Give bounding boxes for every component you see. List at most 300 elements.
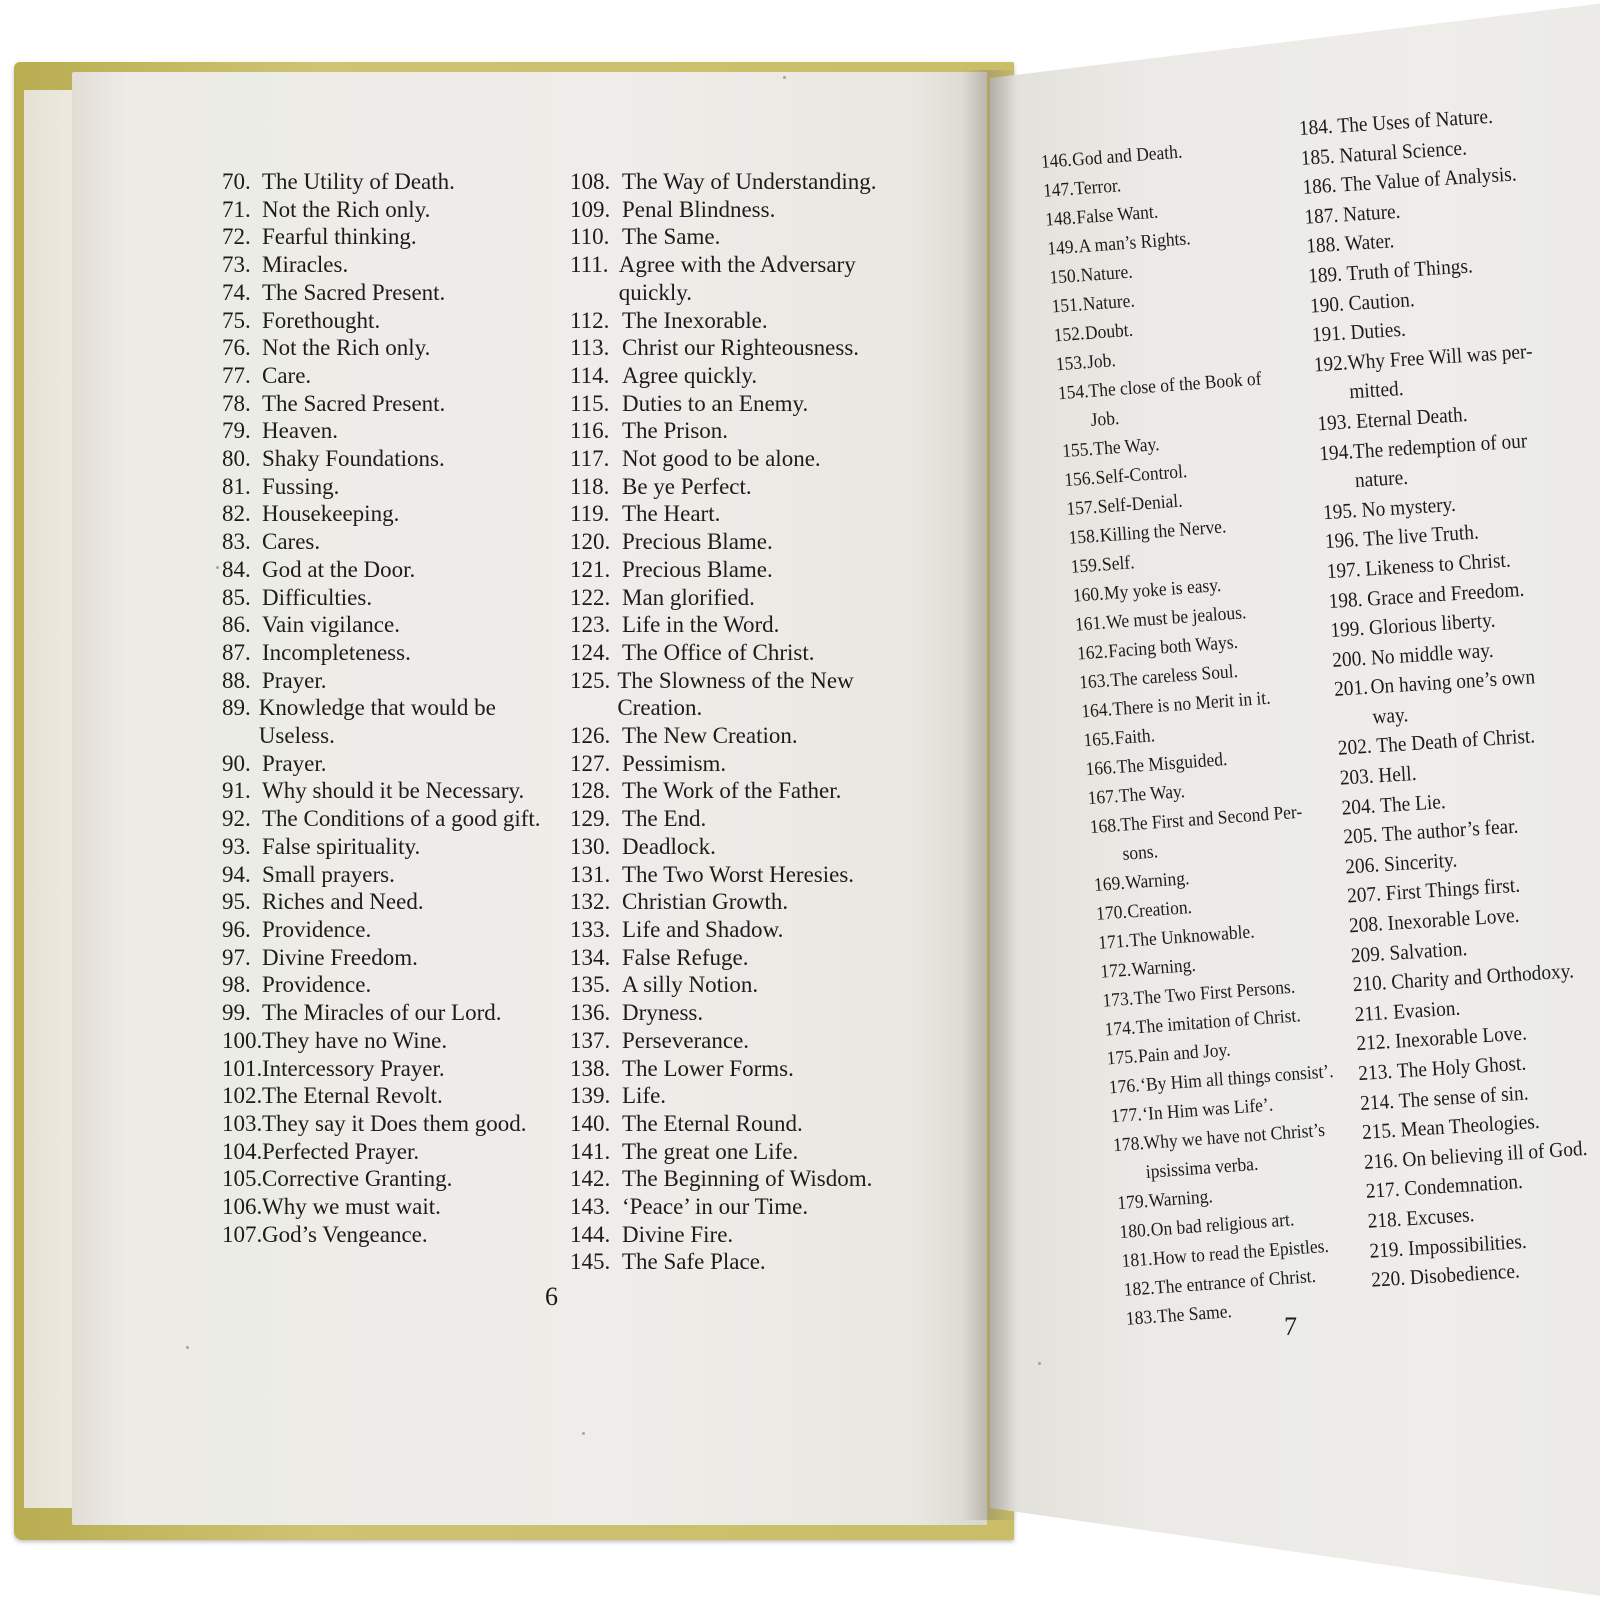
contents-entry	[222, 916, 552, 944]
entry-title: Eternal Death.	[1355, 401, 1469, 433]
entry-number: 202.	[1337, 734, 1373, 761]
entry-title: Life.	[622, 1083, 667, 1109]
contents-entry	[222, 307, 552, 335]
entry-number: 116.	[570, 418, 610, 444]
entry-number: 99.	[222, 1000, 251, 1026]
entry-number: 80.	[222, 446, 251, 472]
entry-title: The Two First Persons.	[1133, 976, 1296, 1010]
paper-speck	[1038, 1362, 1041, 1365]
contents-entry	[570, 999, 915, 1027]
entry-title: Corrective Granting.	[262, 1166, 453, 1192]
entry-number: 117.	[570, 446, 610, 472]
paper-speck	[783, 76, 786, 79]
entry-title: The Eternal Revolt.	[262, 1083, 443, 1109]
entry-title: Forethought.	[262, 307, 381, 333]
contents-entry	[570, 861, 915, 889]
entry-title: Sincerity.	[1383, 847, 1458, 876]
entry-title: ‘By Him all things consist’.	[1139, 1061, 1335, 1097]
entry-number: 159.	[1070, 554, 1103, 578]
entry-number: 162.	[1076, 641, 1109, 665]
entry-number: 106.	[222, 1194, 263, 1220]
entry-title: The Misguided.	[1116, 748, 1229, 779]
contents-entry	[222, 1193, 552, 1221]
entry-title: Not good to be alone.	[622, 446, 821, 472]
entry-title: Perseverance.	[622, 1027, 750, 1053]
contents-entry	[570, 1027, 915, 1055]
entry-title: Natural Science.	[1338, 135, 1468, 168]
entry-title: The Safe Place.	[622, 1249, 766, 1275]
book-gutter	[962, 70, 1018, 1520]
entry-number: 187.	[1303, 202, 1339, 229]
entry-number: 219.	[1368, 1236, 1404, 1263]
entry-title: Self-Control.	[1094, 461, 1188, 489]
entry-title: The First and Second Per- sons.	[1119, 801, 1303, 865]
entry-title: False Want.	[1075, 201, 1159, 229]
contents-entry	[570, 556, 915, 584]
contents-entry	[570, 639, 915, 667]
entry-title: The redemption of our nature.	[1352, 427, 1528, 493]
entry-number: 94.	[222, 861, 251, 887]
entry-title: Agree with the Adversary quickly.	[618, 252, 856, 305]
entry-title: The Uses of Nature.	[1336, 103, 1494, 138]
entry-number: 134.	[570, 944, 611, 970]
entry-title: Grace and Freedom.	[1366, 576, 1525, 611]
contents-entry	[570, 584, 915, 612]
entry-number: 77.	[222, 362, 251, 388]
entry-title: The End.	[622, 806, 707, 832]
contents-entry	[222, 1055, 552, 1083]
entry-title: The Inexorable.	[622, 307, 768, 333]
contents-entry	[222, 805, 552, 833]
entry-title: God’s Vengeance.	[262, 1221, 428, 1247]
contents-entry	[570, 777, 915, 805]
entry-title: God and Death.	[1071, 141, 1183, 171]
entry-number: 105.	[222, 1166, 263, 1192]
contents-entry	[222, 1165, 552, 1193]
entry-number: 145.	[570, 1249, 611, 1275]
entry-title: Nature.	[1082, 290, 1136, 316]
contents-entry	[570, 251, 915, 306]
entry-title: Duties.	[1349, 316, 1407, 345]
entry-number: 156.	[1063, 467, 1096, 492]
entry-number: 131.	[570, 861, 611, 887]
contents-entry	[222, 390, 552, 418]
contents-entry	[570, 916, 915, 944]
entry-number: 172.	[1099, 959, 1132, 983]
entry-number: 180.	[1118, 1219, 1151, 1244]
entry-title: Inexorable Love.	[1394, 1020, 1528, 1054]
contents-entry	[222, 196, 552, 224]
entry-title: Evasion.	[1392, 995, 1461, 1024]
entry-title: The sense of sin.	[1398, 1080, 1530, 1113]
entry-title: The Value of Analysis.	[1340, 161, 1518, 197]
entry-title: The Conditions of a good gift.	[262, 806, 541, 832]
entry-title: Perfected Prayer.	[262, 1138, 420, 1164]
entry-number: 161.	[1074, 612, 1107, 636]
entry-title: God at the Door.	[262, 556, 416, 582]
contents-entry	[570, 417, 915, 445]
entry-number: 121.	[570, 556, 611, 582]
contents-entry	[222, 1138, 552, 1166]
entry-number: 143.	[570, 1194, 611, 1220]
entry-title: Prayer.	[262, 750, 327, 776]
entry-number: 135.	[570, 972, 611, 998]
entry-title: Providence.	[262, 972, 372, 998]
contents-entry	[570, 362, 915, 390]
contents-entry	[222, 417, 552, 445]
entry-title: Nature.	[1079, 261, 1134, 287]
entry-number: 210.	[1352, 970, 1388, 997]
contents-entry	[570, 944, 915, 972]
entry-number: 101.	[222, 1055, 263, 1081]
contents-entry	[222, 971, 552, 999]
entry-number: 79.	[222, 418, 251, 444]
entry-number: 151.	[1050, 294, 1083, 318]
contents-entry	[222, 1027, 552, 1055]
entry-number: 73.	[222, 252, 251, 278]
entry-number: 168.	[1089, 814, 1122, 839]
entry-number: 142.	[570, 1166, 611, 1192]
entry-number: 177.	[1110, 1104, 1143, 1128]
entry-number: 158.	[1067, 525, 1100, 549]
contents-entry	[222, 777, 552, 805]
entry-number: 72.	[222, 224, 251, 250]
entry-number: 110.	[570, 224, 610, 250]
entry-title: The Sacred Present.	[262, 390, 446, 416]
entry-number: 196.	[1324, 527, 1360, 554]
contents-entry	[570, 805, 915, 833]
entry-title: Pain and Joy.	[1137, 1039, 1232, 1068]
entry-number: 154.	[1057, 381, 1090, 405]
left-page-column-2	[570, 168, 915, 1276]
entry-number: 130.	[570, 833, 611, 859]
contents-entry	[570, 1221, 915, 1249]
entry-number: 204.	[1340, 793, 1377, 820]
entry-number: 175.	[1106, 1046, 1139, 1070]
entry-number: 104.	[222, 1138, 263, 1164]
entry-number: 176.	[1108, 1075, 1141, 1099]
entry-title: Job.	[1086, 350, 1117, 374]
entry-number: 170.	[1095, 901, 1128, 925]
entry-number: 198.	[1327, 586, 1364, 613]
entry-number: 181.	[1121, 1248, 1154, 1272]
right-page-number: 7	[1284, 1312, 1297, 1341]
entry-number: 160.	[1072, 583, 1105, 607]
entry-title: Be ye Perfect.	[622, 473, 752, 499]
entry-title: Precious Blame.	[622, 529, 773, 555]
entry-number: 188.	[1305, 232, 1341, 259]
entry-number: 166.	[1084, 757, 1117, 781]
entry-title: The Same.	[622, 224, 721, 250]
contents-entry	[222, 861, 552, 889]
entry-number: 111.	[570, 252, 609, 278]
entry-number: 164.	[1080, 699, 1113, 723]
entry-number: 78.	[222, 390, 251, 416]
entry-number: 152.	[1053, 323, 1086, 347]
entry-number: 173.	[1101, 988, 1134, 1012]
contents-entry	[570, 528, 915, 556]
entry-title: The imitation of Christ.	[1135, 1005, 1302, 1039]
entry-number: 140.	[570, 1110, 611, 1136]
entry-number: 136.	[570, 1000, 611, 1026]
entry-title: Nature.	[1342, 198, 1402, 227]
entry-title: The New Creation.	[622, 723, 798, 749]
entry-title: Providence.	[262, 916, 372, 942]
entry-number: 113.	[570, 335, 610, 361]
entry-number: 85.	[222, 584, 251, 610]
entry-title: Riches and Need.	[262, 889, 424, 915]
contents-entry	[222, 445, 552, 473]
entry-title: The close of the Book of Job.	[1087, 368, 1263, 431]
contents-entry	[570, 971, 915, 999]
contents-entry	[222, 667, 552, 695]
entry-number: 174.	[1104, 1017, 1137, 1041]
entry-title: The Way.	[1118, 781, 1186, 807]
entry-title: Agree quickly.	[622, 362, 758, 388]
entry-number: 149.	[1046, 236, 1079, 260]
contents-entry	[570, 334, 915, 362]
entry-title: Why we must wait.	[262, 1194, 441, 1220]
contents-entry	[570, 611, 915, 639]
contents-entry	[222, 473, 552, 501]
entry-title: Warning.	[1147, 1186, 1214, 1212]
entry-number: 132.	[570, 889, 611, 915]
contents-entry	[222, 584, 552, 612]
entry-number: 114.	[570, 362, 610, 388]
entry-number: 189.	[1307, 261, 1343, 288]
entry-title: The Lie.	[1379, 788, 1447, 817]
contents-entry	[570, 473, 915, 501]
contents-entry	[222, 556, 552, 584]
entry-number: 86.	[222, 612, 251, 638]
contents-entry	[570, 722, 915, 750]
entry-title: Water.	[1344, 228, 1395, 256]
contents-entry	[570, 168, 915, 196]
entry-title: They say it Does them good.	[262, 1110, 527, 1136]
entry-title: First Things first.	[1385, 873, 1521, 906]
entry-title: The entrance of Christ.	[1154, 1265, 1317, 1299]
entry-number: 119.	[570, 501, 610, 527]
contents-entry	[222, 750, 552, 778]
entry-title: Why should it be Necessary.	[262, 778, 525, 804]
entry-title: Not the Rich only.	[262, 196, 431, 222]
entry-title: No middle way.	[1370, 637, 1495, 670]
contents-entry	[570, 1110, 915, 1138]
entry-number: 98.	[222, 972, 251, 998]
entry-number: 192.	[1312, 350, 1349, 377]
entry-title: Shaky Foundations.	[262, 446, 445, 472]
entry-title: Why Free Will was per- mitted.	[1346, 338, 1534, 404]
entry-number: 108.	[570, 169, 611, 194]
entry-title: Duties to an Enemy.	[622, 390, 809, 416]
contents-entry	[570, 500, 915, 528]
entry-number: 109.	[570, 196, 611, 222]
entry-number: 194.	[1318, 438, 1354, 465]
entry-title: The Holy Ghost.	[1396, 1050, 1527, 1083]
entry-number: 95.	[222, 889, 251, 915]
entry-number: 100.	[222, 1027, 263, 1053]
entry-title: Impossibilities.	[1407, 1228, 1528, 1260]
entry-title: The Utility of Death.	[262, 169, 455, 194]
entry-number: 118.	[570, 473, 610, 499]
contents-entry	[222, 888, 552, 916]
entry-title: The Lower Forms.	[622, 1055, 794, 1081]
entry-title: Charity and Orthodoxy.	[1390, 958, 1575, 995]
entry-number: 74.	[222, 279, 251, 305]
entry-title: Creation.	[1126, 896, 1193, 923]
entry-number: 126.	[570, 723, 611, 749]
entry-title: The Heart.	[622, 501, 721, 527]
entry-title: The Miracles of our Lord.	[262, 1000, 502, 1026]
entry-number: 144.	[570, 1221, 611, 1247]
entry-title: Facing both Ways.	[1107, 631, 1239, 663]
contents-entry	[570, 1138, 915, 1166]
entry-number: 200.	[1331, 645, 1367, 672]
entry-title: The Slowness of the New Creation.	[617, 667, 854, 721]
entry-number: 139.	[570, 1083, 611, 1109]
entry-title: Self.	[1101, 552, 1136, 576]
entry-number: 186.	[1301, 172, 1338, 200]
entry-title: Glorious liberty.	[1368, 607, 1497, 640]
entry-title: Heaven.	[262, 418, 338, 444]
entry-number: 207.	[1346, 881, 1382, 908]
contents-entry	[570, 1082, 915, 1110]
entry-number: 75.	[222, 307, 251, 333]
entry-title: Life in the Word.	[622, 612, 780, 638]
contents-entry	[222, 611, 552, 639]
entry-number: 184.	[1298, 113, 1334, 140]
entry-title: On believing ill of God.	[1401, 1135, 1589, 1172]
entry-number: 167.	[1087, 786, 1120, 810]
entry-number: 71.	[222, 196, 251, 222]
entry-title: Deadlock.	[622, 833, 716, 859]
entry-number: 82.	[222, 501, 251, 527]
entry-number: 115.	[570, 390, 610, 416]
entry-number: 138.	[570, 1055, 611, 1081]
entry-title: A man’s Rights.	[1077, 228, 1192, 258]
entry-title: The Office of Christ.	[622, 639, 815, 665]
entry-title: Incompleteness.	[262, 639, 411, 665]
entry-number: 153.	[1055, 352, 1088, 376]
entry-number: 190.	[1309, 291, 1345, 318]
entry-title: Likeness to Christ.	[1364, 547, 1512, 581]
entry-number: 215.	[1361, 1118, 1397, 1145]
entry-title: Dryness.	[622, 1000, 704, 1026]
entry-number: 199.	[1329, 615, 1365, 643]
entry-title: Doubt.	[1084, 319, 1134, 345]
contents-entry	[570, 833, 915, 861]
entry-number: 93.	[222, 833, 251, 859]
entry-number: 92.	[222, 806, 251, 832]
entry-title: Faith.	[1113, 725, 1156, 750]
entry-number: 84.	[222, 556, 251, 582]
entry-title: On having one’s own way.	[1369, 664, 1536, 729]
entry-title: A silly Notion.	[622, 972, 759, 998]
entry-number: 102.	[222, 1083, 263, 1109]
entry-title: The live Truth.	[1362, 519, 1480, 552]
entry-number: 125.	[570, 667, 611, 693]
entry-title: Difficulties.	[262, 584, 373, 610]
entry-number: 211.	[1353, 999, 1389, 1027]
entry-number: 171.	[1097, 930, 1130, 954]
contents-entry	[222, 251, 552, 279]
entry-title: Divine Fire.	[622, 1221, 734, 1247]
entry-title: Care.	[262, 362, 312, 388]
entry-title: Miracles.	[262, 252, 349, 278]
entry-title: Pessimism.	[622, 750, 727, 776]
entry-number: 191.	[1311, 320, 1347, 347]
entry-title: The Two Worst Heresies.	[622, 861, 855, 887]
entry-number: 208.	[1348, 911, 1384, 938]
entry-title: The author’s fear.	[1381, 813, 1519, 847]
contents-entry	[570, 1193, 915, 1221]
entry-title: Knowledge that would be Useless.	[258, 695, 496, 749]
entry-number: 203.	[1339, 763, 1375, 790]
entry-number: 216.	[1363, 1147, 1399, 1174]
entry-number: 163.	[1078, 670, 1111, 694]
contents-entry	[222, 1110, 552, 1138]
entry-number: 218.	[1366, 1206, 1403, 1233]
contents-entry	[222, 334, 552, 362]
contents-entry	[570, 1248, 915, 1276]
entry-title: The great one Life.	[622, 1138, 799, 1164]
entry-title: Excuses.	[1405, 1202, 1475, 1231]
entry-title: Small prayers.	[262, 861, 395, 887]
entry-number: 123.	[570, 612, 611, 638]
left-page-column-1	[222, 168, 552, 1248]
entry-number: 205.	[1342, 822, 1378, 849]
entry-title: Terror.	[1073, 175, 1122, 200]
contents-entry	[222, 168, 552, 196]
entry-title: The Prison.	[622, 418, 729, 444]
entry-title: We must be jealous.	[1105, 602, 1247, 634]
entry-number: 209.	[1350, 940, 1386, 967]
contents-entry	[222, 694, 552, 749]
entry-number: 137.	[570, 1027, 611, 1053]
contents-entry	[222, 528, 552, 556]
entry-number: 146.	[1040, 149, 1073, 173]
entry-number: 129.	[570, 806, 611, 832]
entry-number: 88.	[222, 667, 251, 693]
contents-entry	[222, 500, 552, 528]
contents-entry	[570, 1055, 915, 1083]
contents-entry	[570, 307, 915, 335]
entry-number: 133.	[570, 916, 611, 942]
entry-title: Cares.	[262, 529, 321, 555]
entry-title: Man glorified.	[622, 584, 755, 610]
entry-title: Precious Blame.	[622, 556, 773, 582]
contents-entry	[570, 750, 915, 778]
entry-title: Housekeeping.	[262, 501, 400, 527]
contents-entry	[570, 888, 915, 916]
contents-entry	[222, 833, 552, 861]
entry-title: Killing the Nerve.	[1099, 516, 1227, 547]
entry-number: 201.	[1333, 675, 1369, 702]
entry-number: 141.	[570, 1138, 611, 1164]
entry-number: 165.	[1082, 728, 1115, 752]
entry-number: 81.	[222, 473, 251, 499]
entry-number: 147.	[1042, 178, 1075, 202]
entry-title: The Unknowable.	[1128, 921, 1256, 952]
entry-number: 148.	[1044, 207, 1077, 231]
left-page-number: 6	[545, 1282, 558, 1311]
entry-title: Disobedience.	[1409, 1258, 1521, 1290]
entry-title: No mystery.	[1360, 491, 1457, 522]
entry-title: Hell.	[1377, 760, 1418, 788]
entry-number: 127.	[570, 750, 611, 776]
entry-number: 206.	[1344, 852, 1380, 879]
entry-title: They have no Wine.	[262, 1027, 448, 1053]
